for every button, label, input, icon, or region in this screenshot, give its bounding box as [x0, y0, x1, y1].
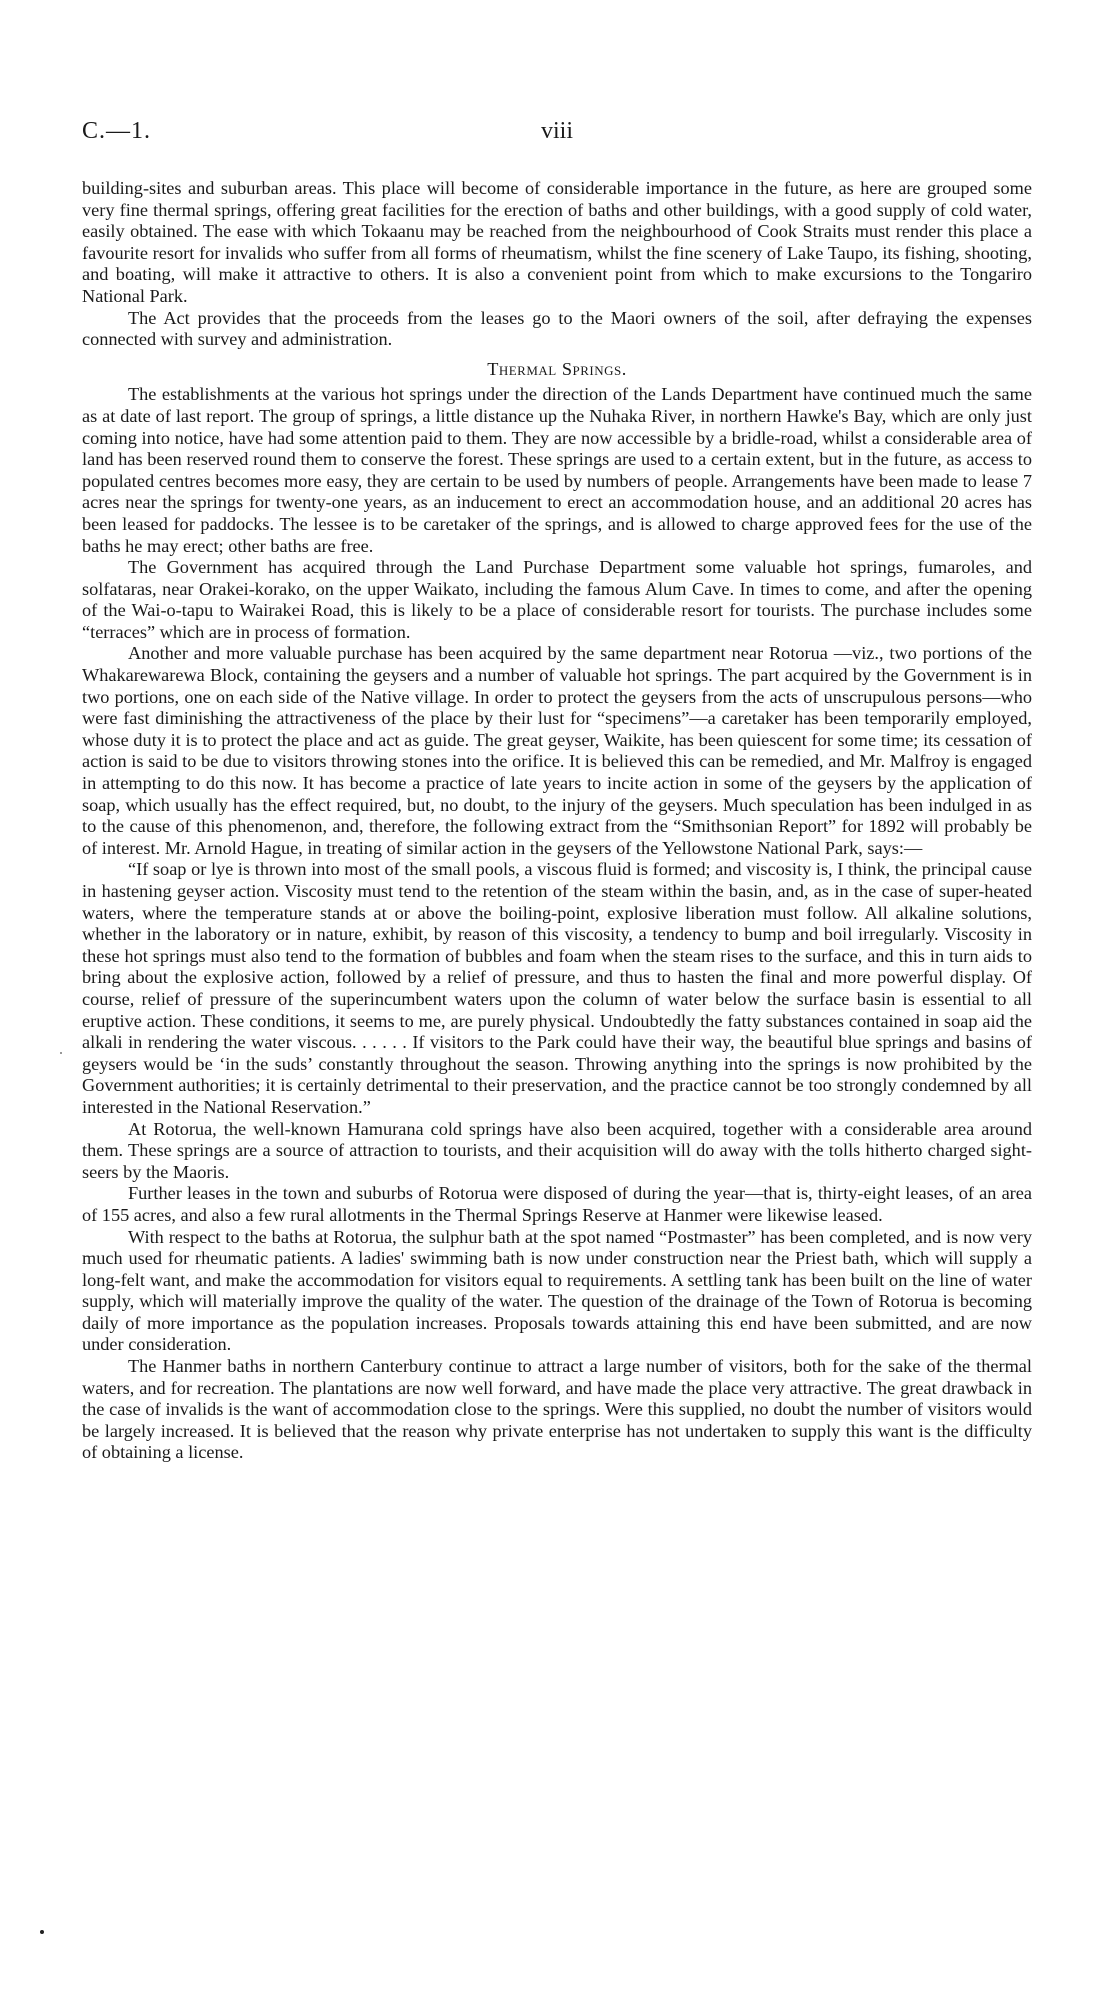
paragraph: With respect to the baths at Rotorua, the sulphur bath at the spot named “Postmaster” has been completed, and is now very much used for rheumatic patients. A ladies' swimming bath is now under construction near the Priest bath, which will supply a long-felt want, and make the accommodation for visitors equal to requirements. A settling tank has been built on the line of water supply, which will materially improve the quality of the water. The question of the drainage of the Town of Rotorua is becoming daily of more importance as the population increases. Proposals towards attaining this end have been submitted, and are now under consideration.: [82, 1226, 1032, 1355]
section-heading: Thermal Springs.: [487, 358, 627, 379]
paragraph: Further leases in the town and suburbs of Rotorua were disposed of during the year—that is, thirty-eight leases, of an area of 155 acres, and also a few rural allotments in the Thermal Springs Reserve at Hanmer were likewise leased.: [82, 1183, 1032, 1225]
paragraph: The Hanmer baths in northern Canterbury continue to attract a large number of visitors, both for the sake of the thermal waters, and for recreation. The plantations are now well forward, and have made the place very attractive. The great drawback in the case of invalids is the want of accommodation close to the springs. Were this supplied, no doubt the number of visitors would be largely increased. It is believed that the reason why private enterprise has not undertaken to supply this want is the difficulty of obtaining a license.: [82, 1356, 1032, 1463]
scan-speck: [60, 1052, 62, 1054]
document-page: [82, 0, 1032, 1464]
quoted-extract: “If soap or lye is thrown into most of the small pools, a viscous fluid is formed; and viscosity is, I think, the principal cause in hastening geyser action. Viscosity must tend to the retention of the steam within the basin, and, as in the case of super-heated waters, where the temperature stands at or above the boiling-point, explosive liberation must follow. All alkaline solutions, whether in the laboratory or in nature, exhibit, by reason of this viscosity, a tendency to bump and boil irregularly. Viscosity in these hot springs must also tend to the formation of bubbles and foam when the steam rises to the surface, and this in turn aids to bring about the explosive action, followed by a relief of pressure, and thus to hasten the final and more powerful display. Of course, relief of pressure of the superincumbent waters upon the column of water below the surface basin is essential to all eruptive action. These conditions, it seems to me, are purely physical. Undoubtedly the fatty substances contained in soap aid the alkali in rendering the water viscous. . . . . . If visitors to the Park could have their way, the beautiful blue springs and basins of geysers would be ‘in the suds’ constantly throughout the season. Throwing anything into the springs is now prohibited by the Government authorities; it is certainly detrimental to their preservation, and the practice cannot be too strongly condemned by all interested in the National Reservation.”: [82, 859, 1032, 1117]
page-number: viii: [540, 118, 573, 144]
paragraph: building-sites and suburban areas. This place will become of considerable importance in the future, as here are grouped some very fine thermal springs, offering great facilities for the erection of baths and other buildings, with a good supply of cold water, easily obtained. The ease with which Tokaanu may be reached from the neighbourhood of Cook Straits must render this place a favourite resort for invalids who suffer from all forms of rheumatism, whilst the fine scenery of Lake Taupo, its fishing, shooting, and boating, will make it attractive to others. It is also a convenient point from which to make excursions to the Tongariro National Park.: [82, 178, 1032, 306]
paragraph: At Rotorua, the well-known Hamurana cold springs have also been acquired, together with a considerable area around them. These springs are a source of attraction to tourists, and their acquisition will do away with the tolls hitherto charged sight-seers by the Maoris.: [82, 1118, 1032, 1182]
page-header: [82, 118, 1032, 158]
paragraph: The Act provides that the proceeds from the leases go to the Maori owners of the soil, after defraying the expenses connected with survey and administration.: [82, 307, 1032, 350]
scan-speck: [40, 1930, 44, 1934]
document-reference: C.—1.: [82, 118, 152, 144]
body-text: [82, 178, 1032, 1464]
paragraph: The Government has acquired through the Land Purchase Department some valuable hot springs, fumaroles, and solfataras, near Orakei-korako, on the upper Waikato, including the famous Alum Cave. In times to come, and after the opening of the Wai-o-tapu to Wairakei Road, this is likely to be a place of considerable resort for tourists. The purchase includes some “terraces” which are in process of formation.: [82, 557, 1032, 642]
paragraph: Another and more valuable purchase has been acquired by the same department near Rotorua —viz., two portions of the Whakarewarewa Block, containing the geysers and a number of valuable hot springs. The part acquired by the Government is in two portions, one on each side of the Native village. In order to protect the geysers from the acts of unscrupulous persons—who were fast diminishing the attractiveness of the place by their lust for “specimens”—a caretaker has been temporarily employed, whose duty it is to protect the place and act as guide. The great geyser, Waikite, has been quiescent for some time; its cessation of action is said to be due to visitors throwing stones into the orifice. It is believed this can be remedied, and Mr. Malfroy is engaged in attempting to do this now. It has become a practice of late years to incite action in some of the geysers by the application of soap, which usually has the effect required, but, no doubt, to the injury of the geysers. Much speculation has been indulged in as to the cause of this phenomenon, and, therefore, the following extract from the “Smithsonian Report” for 1892 will probably be of interest. Mr. Arnold Hague, in treating of similar action in the geysers of the Yellowstone National Park, says:—: [82, 643, 1032, 858]
paragraph: The establishments at the various hot springs under the direction of the Lands Department have continued much the same as at date of last report. The group of springs, a little distance up the Nuhaka River, in northern Hawke's Bay, which are only just coming into notice, have had some attention paid to them. They are now accessible by a bridle-road, whilst a considerable area of land has been reserved round them to conserve the forest. These springs are used to a certain extent, but in the future, as access to populated centres becomes more easy, they are certain to be used by numbers of people. Arrangements have been made to lease 7 acres near the springs for twenty-one years, as an inducement to erect an accommodation house, and an additional 20 acres has been leased for paddocks. The lessee is to be caretaker of the springs, and is allowed to charge approved fees for the use of the baths he may erect; other baths are free.: [82, 384, 1032, 556]
